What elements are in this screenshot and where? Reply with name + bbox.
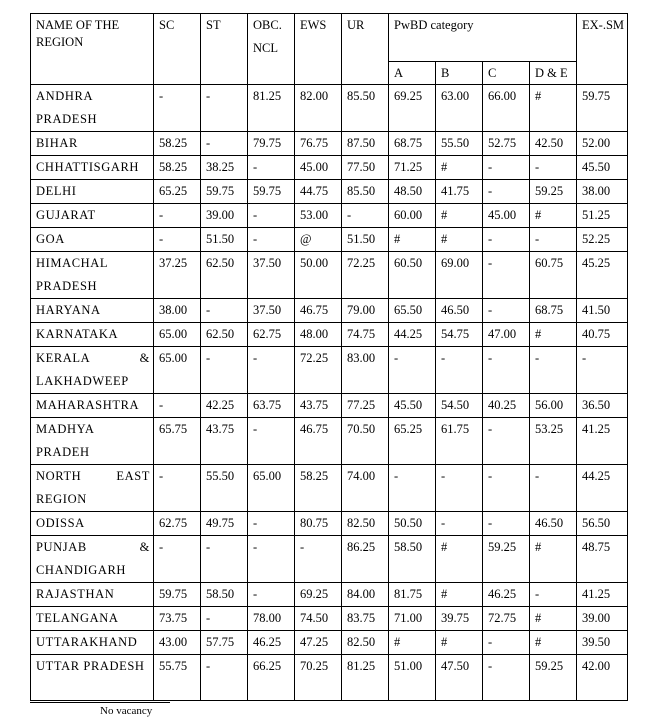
score-cell: 60.00: [389, 204, 436, 228]
score-cell: -: [201, 132, 248, 156]
score-cell: 37.25: [154, 252, 201, 299]
score-cell: 82.50: [342, 631, 389, 655]
region-name: BIHAR: [31, 132, 154, 156]
score-cell: 68.75: [530, 299, 577, 323]
score-cell: 74.00: [342, 465, 389, 512]
table-row: [31, 536, 628, 583]
score-cell: 38.00: [154, 299, 201, 323]
score-cell: 55.50: [436, 132, 483, 156]
region-name: PUNJAB & CHANDIGARH: [31, 536, 154, 583]
score-cell: 83.00: [342, 347, 389, 394]
score-cell: -: [483, 299, 530, 323]
score-cell: #: [389, 228, 436, 252]
score-cell: 46.50: [436, 299, 483, 323]
score-cell: 58.25: [295, 465, 342, 512]
score-cell: 51.50: [342, 228, 389, 252]
score-cell: 69.25: [389, 85, 436, 132]
score-cell: -: [201, 655, 248, 701]
score-cell: 56.50: [577, 512, 628, 536]
footnote: No vacancy: [100, 705, 153, 717]
score-cell: 59.25: [483, 536, 530, 583]
score-cell: -: [248, 228, 295, 252]
score-cell: 45.00: [483, 204, 530, 228]
score-cell: -: [483, 512, 530, 536]
table-row: [31, 347, 628, 394]
score-cell: 37.50: [248, 252, 295, 299]
region-name: CHHATTISGARH: [31, 156, 154, 180]
score-cell: 48.00: [295, 323, 342, 347]
score-cell: 65.25: [389, 418, 436, 465]
table-row: [31, 655, 628, 701]
score-cell: 80.75: [295, 512, 342, 536]
score-cell: -: [530, 228, 577, 252]
region-name: NORTH EAST REGION: [31, 465, 154, 512]
score-cell: #: [530, 204, 577, 228]
region-name: MAHARASHTRA: [31, 394, 154, 418]
table-row: [31, 583, 628, 607]
score-cell: 42.50: [530, 132, 577, 156]
score-cell: 59.75: [201, 180, 248, 204]
score-cell: 47.25: [295, 631, 342, 655]
score-cell: 78.00: [248, 607, 295, 631]
header-ur: UR: [342, 14, 389, 85]
header-obc: OBC. NCL: [248, 14, 295, 85]
score-cell: 73.75: [154, 607, 201, 631]
score-cell: #: [436, 631, 483, 655]
header-ews: EWS: [295, 14, 342, 85]
header-pwbd-sub: A: [389, 62, 436, 85]
score-cell: 81.25: [248, 85, 295, 132]
score-cell: #: [436, 536, 483, 583]
score-cell: 86.25: [342, 536, 389, 583]
score-cell: 65.00: [248, 465, 295, 512]
score-cell: -: [530, 347, 577, 394]
table-row: [31, 156, 628, 180]
score-cell: -: [248, 347, 295, 394]
score-cell: 47.00: [483, 323, 530, 347]
score-cell: 47.50: [436, 655, 483, 701]
score-cell: 53.00: [295, 204, 342, 228]
score-cell: 66.00: [483, 85, 530, 132]
score-cell: -: [577, 347, 628, 394]
score-cell: -: [483, 156, 530, 180]
score-cell: 65.75: [154, 418, 201, 465]
score-cell: 44.75: [295, 180, 342, 204]
score-cell: -: [483, 252, 530, 299]
score-cell: 66.25: [248, 655, 295, 701]
score-cell: 52.75: [483, 132, 530, 156]
score-cell: 85.50: [342, 85, 389, 132]
score-cell: 59.75: [248, 180, 295, 204]
score-cell: 58.50: [201, 583, 248, 607]
score-cell: 37.50: [248, 299, 295, 323]
score-cell: -: [201, 85, 248, 132]
score-cell: 46.25: [483, 583, 530, 607]
score-cell: 45.00: [295, 156, 342, 180]
score-cell: 83.75: [342, 607, 389, 631]
score-cell: 36.50: [577, 394, 628, 418]
score-cell: -: [154, 204, 201, 228]
table-body: [31, 85, 628, 701]
score-cell: 59.25: [530, 655, 577, 701]
table-row: [31, 252, 628, 299]
score-cell: 58.25: [154, 132, 201, 156]
score-cell: -: [436, 512, 483, 536]
score-cell: 85.50: [342, 180, 389, 204]
table-row: [31, 85, 628, 132]
score-cell: 63.00: [436, 85, 483, 132]
score-cell: 39.75: [436, 607, 483, 631]
score-cell: -: [530, 465, 577, 512]
score-cell: 82.00: [295, 85, 342, 132]
score-cell: -: [201, 347, 248, 394]
score-cell: 81.25: [342, 655, 389, 701]
table-row: [31, 132, 628, 156]
score-cell: 74.50: [295, 607, 342, 631]
score-cell: -: [389, 465, 436, 512]
score-cell: 65.25: [154, 180, 201, 204]
score-cell: 43.75: [201, 418, 248, 465]
score-cell: 70.50: [342, 418, 389, 465]
score-cell: #: [530, 85, 577, 132]
score-cell: -: [154, 536, 201, 583]
score-cell: -: [248, 512, 295, 536]
score-cell: -: [530, 156, 577, 180]
score-cell: 76.75: [295, 132, 342, 156]
score-cell: 38.25: [201, 156, 248, 180]
score-cell: 55.75: [154, 655, 201, 701]
score-cell: 84.00: [342, 583, 389, 607]
score-cell: 51.25: [577, 204, 628, 228]
score-cell: 57.75: [201, 631, 248, 655]
table-row: [31, 607, 628, 631]
score-cell: 46.25: [248, 631, 295, 655]
score-cell: 51.50: [201, 228, 248, 252]
score-cell: -: [295, 536, 342, 583]
header-pwbd-sub: D & E: [530, 62, 577, 85]
score-cell: 45.50: [389, 394, 436, 418]
score-cell: 71.25: [389, 156, 436, 180]
score-cell: -: [201, 536, 248, 583]
footnote-rule: [30, 702, 170, 703]
score-cell: #: [436, 583, 483, 607]
score-cell: 77.50: [342, 156, 389, 180]
score-cell: 41.75: [436, 180, 483, 204]
score-cell: 79.00: [342, 299, 389, 323]
score-cell: -: [248, 583, 295, 607]
score-cell: 42.25: [201, 394, 248, 418]
score-cell: -: [342, 204, 389, 228]
table-row: [31, 394, 628, 418]
score-cell: 39.50: [577, 631, 628, 655]
score-cell: 70.25: [295, 655, 342, 701]
score-cell: 77.25: [342, 394, 389, 418]
score-cell: 46.50: [530, 512, 577, 536]
score-cell: 54.75: [436, 323, 483, 347]
table-row: [31, 418, 628, 465]
score-cell: 44.25: [577, 465, 628, 512]
score-cell: -: [436, 465, 483, 512]
score-cell: 61.75: [436, 418, 483, 465]
score-cell: 69.00: [436, 252, 483, 299]
score-cell: #: [530, 536, 577, 583]
header-sc: SC: [154, 14, 201, 85]
score-cell: -: [530, 583, 577, 607]
score-cell: 51.00: [389, 655, 436, 701]
score-cell: 81.75: [389, 583, 436, 607]
score-cell: -: [483, 418, 530, 465]
header-st: ST: [201, 14, 248, 85]
region-name: MADHYA PRADEH: [31, 418, 154, 465]
score-cell: 46.75: [295, 418, 342, 465]
score-cell: #: [436, 156, 483, 180]
score-cell: 71.00: [389, 607, 436, 631]
score-cell: #: [530, 323, 577, 347]
region-name: KARNATAKA: [31, 323, 154, 347]
region-name: ODISSA: [31, 512, 154, 536]
score-cell: 59.75: [154, 583, 201, 607]
score-cell: 45.50: [577, 156, 628, 180]
score-cell: 43.75: [295, 394, 342, 418]
table-row: [31, 228, 628, 252]
score-cell: 41.25: [577, 418, 628, 465]
score-cell: -: [154, 465, 201, 512]
score-cell: -: [389, 347, 436, 394]
score-cell: 42.00: [577, 655, 628, 701]
table-row: [31, 465, 628, 512]
score-cell: 72.75: [483, 607, 530, 631]
score-cell: 50.00: [295, 252, 342, 299]
score-cell: 65.00: [154, 323, 201, 347]
score-cell: -: [201, 607, 248, 631]
score-cell: 39.00: [577, 607, 628, 631]
score-cell: -: [483, 655, 530, 701]
score-cell: -: [201, 299, 248, 323]
score-cell: 87.50: [342, 132, 389, 156]
score-cell: -: [483, 631, 530, 655]
score-cell: 52.00: [577, 132, 628, 156]
table-row: [31, 631, 628, 655]
table-row: [31, 180, 628, 204]
score-cell: 46.75: [295, 299, 342, 323]
score-cell: #: [389, 631, 436, 655]
score-cell: 62.50: [201, 252, 248, 299]
score-cell: -: [154, 228, 201, 252]
score-cell: 55.50: [201, 465, 248, 512]
score-cell: 68.75: [389, 132, 436, 156]
score-cell: 65.00: [154, 347, 201, 394]
score-cell: 38.00: [577, 180, 628, 204]
score-cell: 50.50: [389, 512, 436, 536]
score-cell: 59.75: [577, 85, 628, 132]
score-cell: 60.75: [530, 252, 577, 299]
score-cell: 48.50: [389, 180, 436, 204]
score-cell: 82.50: [342, 512, 389, 536]
table-row: [31, 323, 628, 347]
score-cell: #: [530, 607, 577, 631]
score-cell: 43.00: [154, 631, 201, 655]
score-cell: 48.75: [577, 536, 628, 583]
score-cell: -: [248, 536, 295, 583]
region-name: GUJARAT: [31, 204, 154, 228]
header-pwbd-sub: C: [483, 62, 530, 85]
score-cell: 56.00: [530, 394, 577, 418]
score-cell: 40.75: [577, 323, 628, 347]
score-cell: 72.25: [342, 252, 389, 299]
score-cell: 62.75: [248, 323, 295, 347]
table-row: [31, 512, 628, 536]
score-cell: 79.75: [248, 132, 295, 156]
region-name: DELHI: [31, 180, 154, 204]
score-cell: 41.25: [577, 583, 628, 607]
score-cell: 65.50: [389, 299, 436, 323]
region-name: KERALA & LAKHADWEEP: [31, 347, 154, 394]
region-name: UTTARAKHAND: [31, 631, 154, 655]
score-cell: 69.25: [295, 583, 342, 607]
score-cell: 59.25: [530, 180, 577, 204]
score-cell: -: [483, 180, 530, 204]
score-cell: -: [248, 418, 295, 465]
score-cell: 40.25: [483, 394, 530, 418]
header-region: NAME OF THE REGION: [31, 14, 154, 85]
score-cell: -: [154, 394, 201, 418]
score-cell: -: [483, 465, 530, 512]
table-row: [31, 299, 628, 323]
score-cell: 58.25: [154, 156, 201, 180]
score-cell: 44.25: [389, 323, 436, 347]
score-cell: 53.25: [530, 418, 577, 465]
region-name: TELANGANA: [31, 607, 154, 631]
score-cell: -: [248, 156, 295, 180]
score-cell: @: [295, 228, 342, 252]
score-cell: 58.50: [389, 536, 436, 583]
score-cell: -: [483, 347, 530, 394]
region-name: HIMACHAL PRADESH: [31, 252, 154, 299]
score-cell: #: [436, 204, 483, 228]
score-cell: 54.50: [436, 394, 483, 418]
score-cell: -: [483, 228, 530, 252]
score-cell: 62.75: [154, 512, 201, 536]
score-cell: 72.25: [295, 347, 342, 394]
cutoff-table: [30, 13, 628, 701]
score-cell: 60.50: [389, 252, 436, 299]
score-cell: 74.75: [342, 323, 389, 347]
header-pwbd: PwBD category: [389, 14, 577, 62]
score-cell: 49.75: [201, 512, 248, 536]
region-name: UTTAR PRADESH: [31, 655, 154, 701]
header-pwbd-sub: B: [436, 62, 483, 85]
score-cell: 62.50: [201, 323, 248, 347]
score-cell: 41.50: [577, 299, 628, 323]
header-exsm: EX-.SM: [577, 14, 628, 85]
score-cell: 45.25: [577, 252, 628, 299]
score-cell: 39.00: [201, 204, 248, 228]
score-cell: 63.75: [248, 394, 295, 418]
score-cell: #: [530, 631, 577, 655]
score-cell: -: [436, 347, 483, 394]
score-cell: -: [154, 85, 201, 132]
region-name: HARYANA: [31, 299, 154, 323]
score-cell: 52.25: [577, 228, 628, 252]
region-name: GOA: [31, 228, 154, 252]
table-row: [31, 204, 628, 228]
score-cell: -: [248, 204, 295, 228]
region-name: RAJASTHAN: [31, 583, 154, 607]
score-cell: #: [436, 228, 483, 252]
region-name: ANDHRA PRADESH: [31, 85, 154, 132]
